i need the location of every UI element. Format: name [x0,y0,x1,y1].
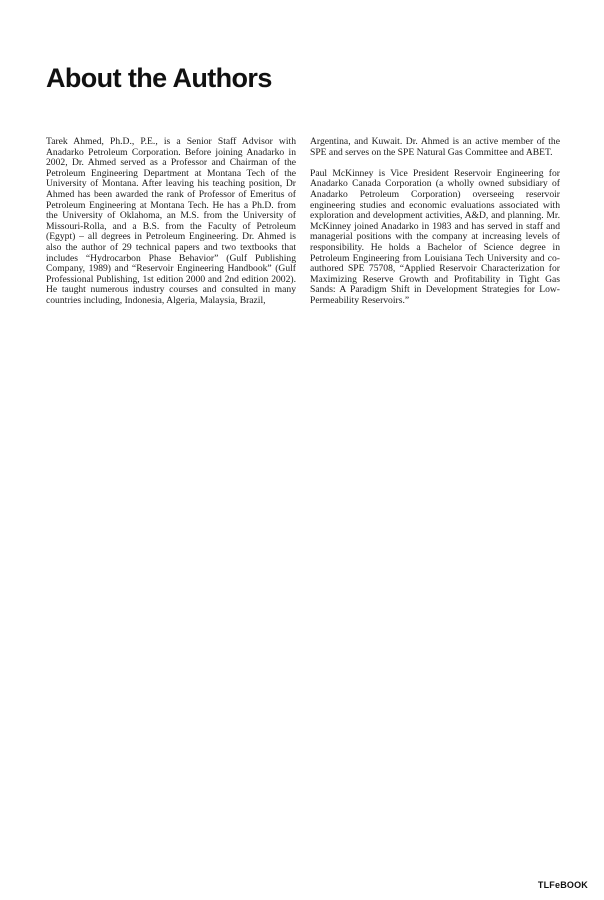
page-title: About the Authors [46,63,272,93]
watermark: TLFeBOOK [537,880,588,890]
text-column-right [310,137,560,307]
author-bio-ahmed-continued: Argentina, and Kuwait. Dr. Ahmed is an active member of the SPE and serves on the SPE Natural Gas Committee and ABET. [310,136,560,158]
author-bio-ahmed: Tarek Ahmed, Ph.D., P.E., is a Senior Staff Advisor with Anadarko Petroleum Corporation. Before joining Anadarko in 2002, Dr. Ahmed served as a Professor and Chairman of the Petroleum Engineering Department at Montana Tech of the University of Montana. After leaving his teaching position, Dr Ahmed has been awarded the rank of Professor of Emeritus of Petroleum Engineering at Montana Tech. He has a Ph.D. from the University of Oklahoma, an M.S. from the University of Missouri-Rolla, and a B.S. from the Faculty of Petroleum (Egypt) – all degrees in Petroleum Engineering. Dr. Ahmed is also the author of 29 technical papers and two textbooks that includes “Hydrocarbon Phase Behavior” (Gulf Publishing Company, 1989) and “Reservoir Engineering Handbook” (Gulf Professional Publishing, 1st edition 2000 and 2nd edition 2002). He taught numerous industry courses and consulted in many countries including, Indonesia, Algeria, Malaysia, Brazil, [46,136,296,306]
text-column-left [46,137,296,307]
author-bio-mckinney: Paul McKinney is Vice President Reservoir Engineering for Anadarko Canada Corporation (a wholly owned subsidiary of Anadarko Petroleum Corporation) overseeing reservoir engineering studies and economic evaluations associated with exploration and development activities, A&D, and planning. Mr. McKinney joined Anadarko in 1983 and has served in staff and managerial positions with the company at increasing levels of responsibility. He holds a Bachelor of Science degree in Petroleum Engineering from Louisiana Tech University and co-authored SPE 75708, “Applied Reservoir Characterization for Maximizing Reserve Growth and Profitability in Tight Gas Sands: A Paradigm Shift in Development Strategies for Low-Permeability Reservoirs.” [310,167,560,306]
